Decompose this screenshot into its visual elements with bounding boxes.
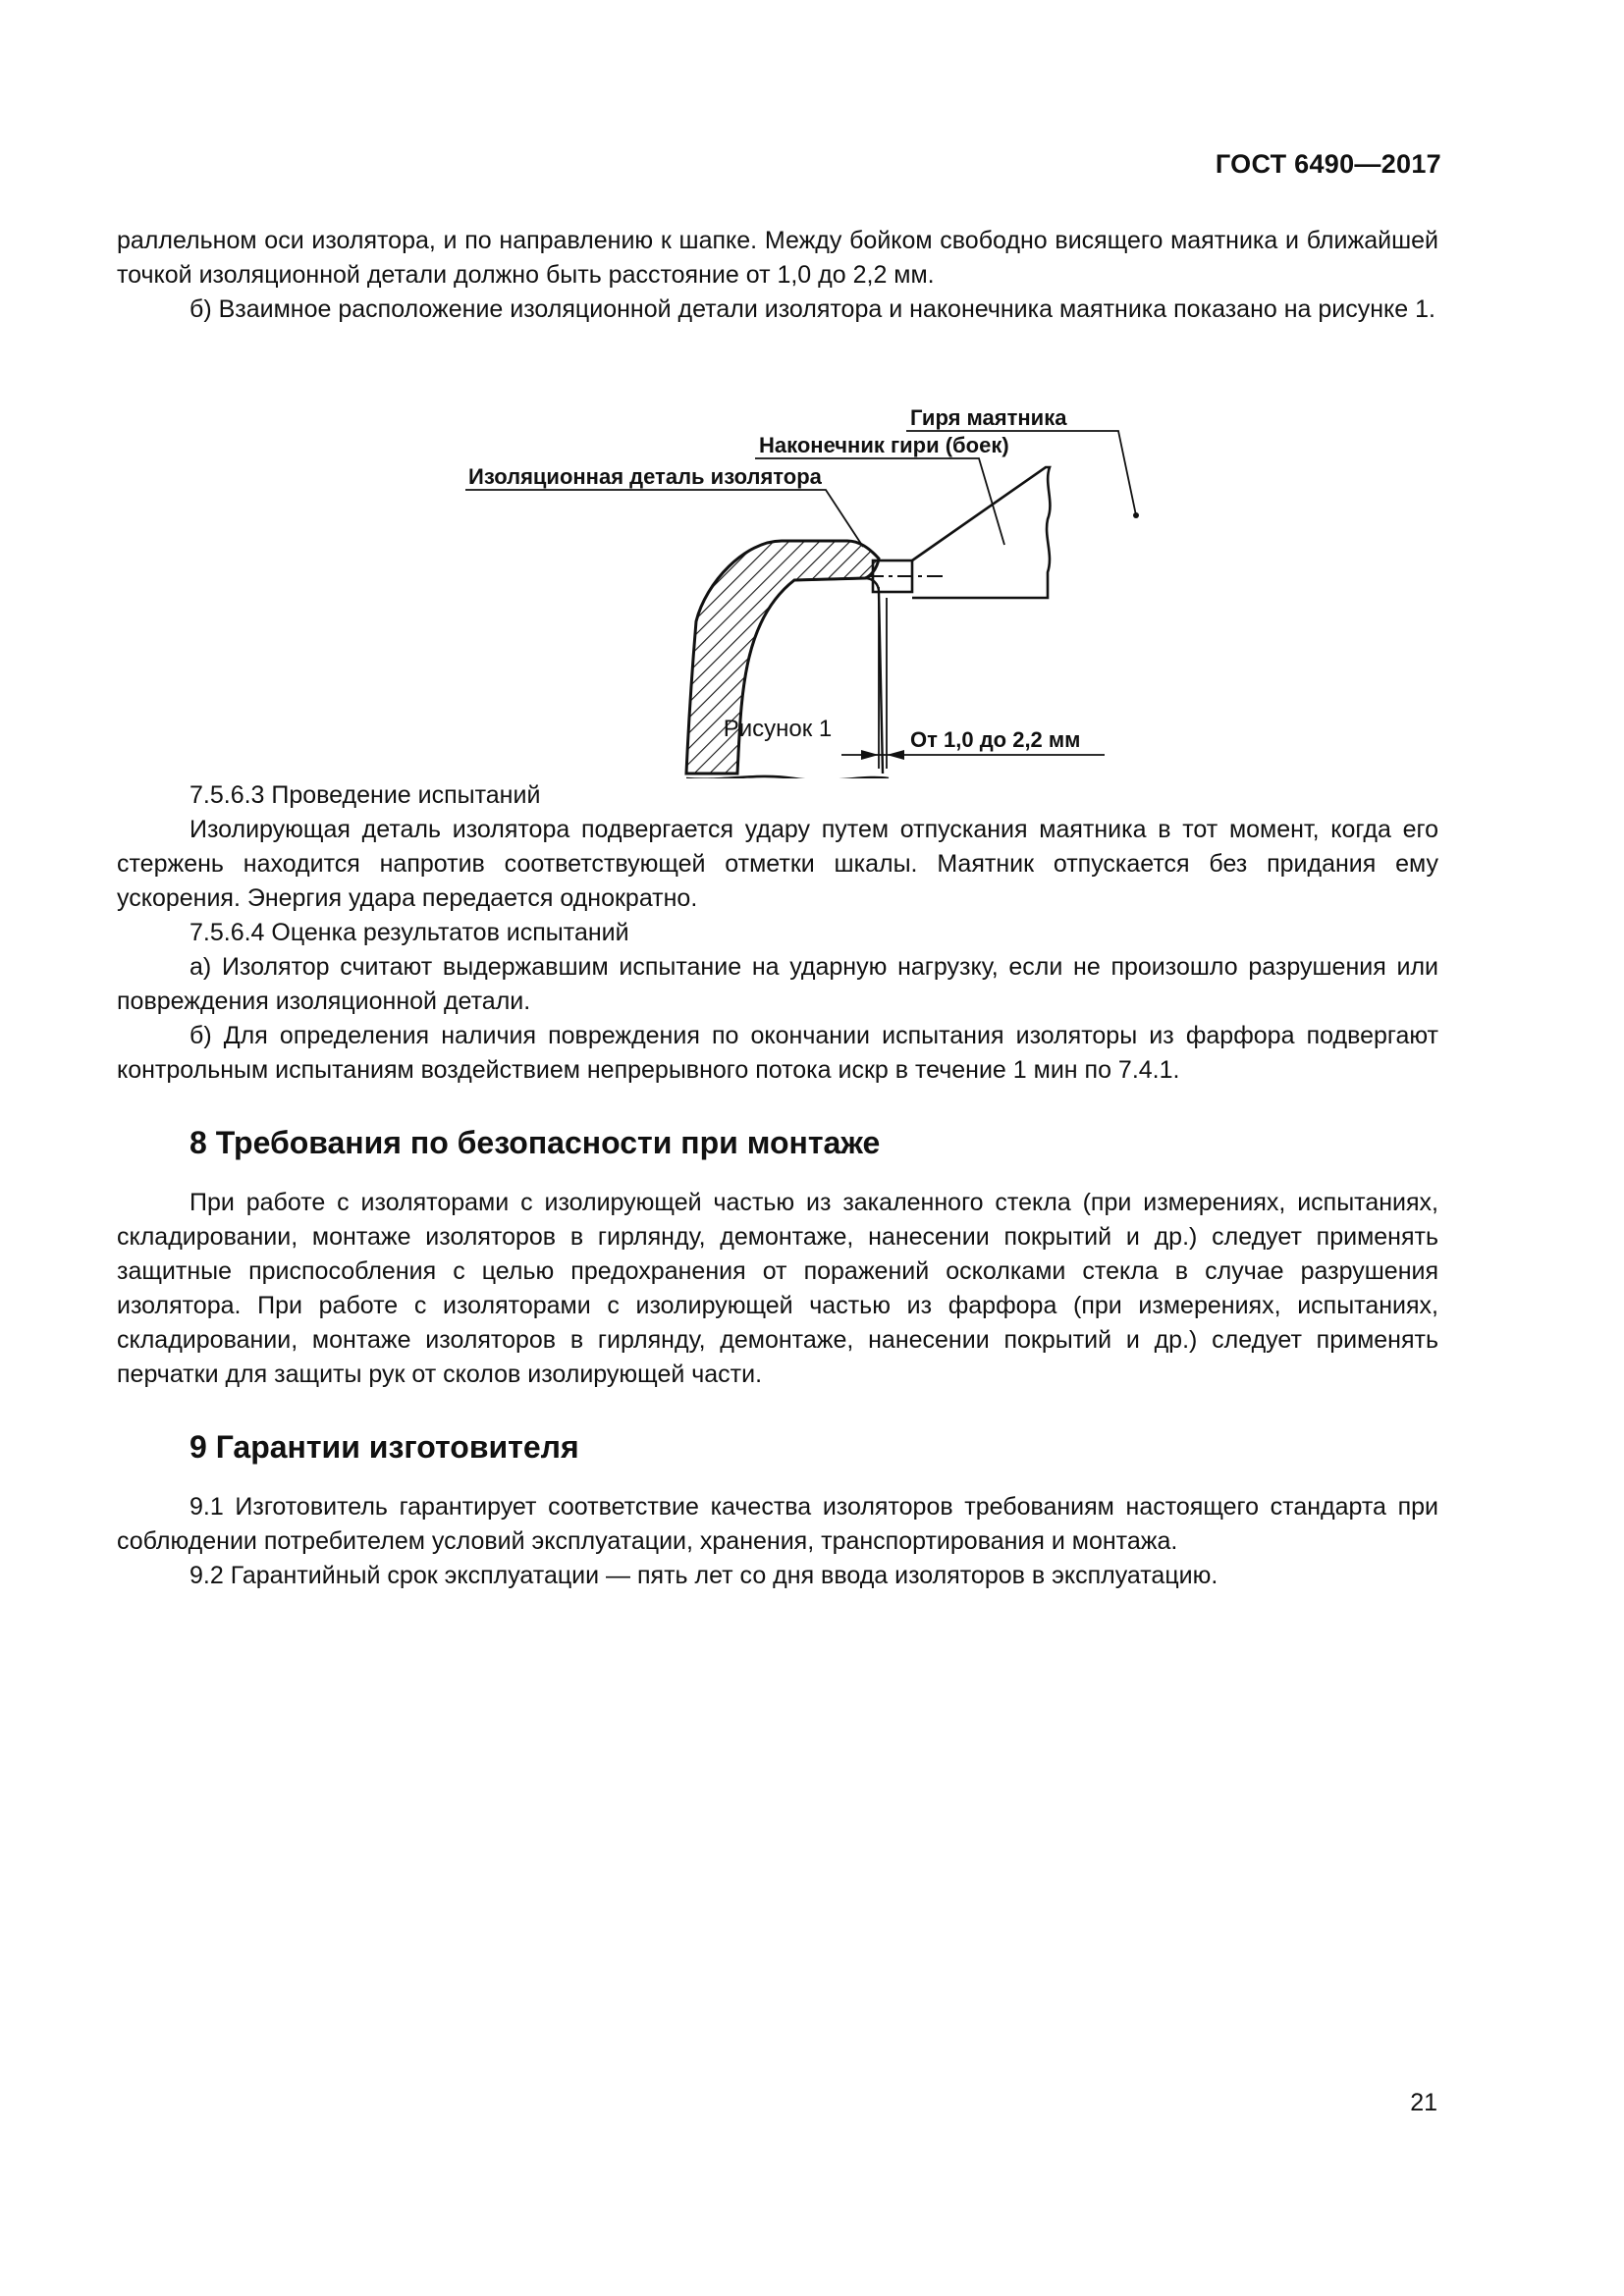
- leader-insulator: [465, 490, 863, 547]
- paragraph: При работе с изоляторами с изолирующей частью из закаленного стекла (при измерениях, испытаниях, складировании, монтаже изоляторов в гирлянду, демонтаже, нанесении покрытий и др.) следует применять защитные приспособления с целью предохранения от поражений осколками стекла в случае разрушения изолятора. При работе с изоляторами с изолирующей частью из фарфора (при измерениях, испытаниях, складировании, монтаже изоляторов в гирлянду, демонтаже, нанесении покрытий и др.) следует применять перчатки для защиты рук от сколов изолирующей части.: [117, 1189, 1438, 1388]
- subsection-heading: 7.5.6.3 Проведение испытаний: [189, 781, 541, 809]
- break-line-bottom: [686, 776, 889, 778]
- section-9-heading: 9 Гарантии изготовителя: [189, 1429, 579, 1465]
- label-insulator: Изоляционная деталь изолятора: [468, 464, 822, 489]
- paragraph: б) Взаимное расположение изоляционной детали изолятора и наконечника маятника показано на рисунке 1.: [189, 295, 1435, 323]
- page-content: [117, 224, 1438, 1593]
- dimension-arrow: [887, 750, 904, 760]
- paragraph: раллельном оси изолятора, и по направлению к шапке. Между бойком свободно висящего маятника и ближайшей точкой изоляционной детали должно быть расстояние от 1,0 до 2,2 мм.: [117, 227, 1438, 289]
- page-number: 21: [1410, 2089, 1437, 2116]
- pendulum-diagram: [117, 327, 1438, 778]
- paragraph: а) Изолятор считают выдержавшим испытание на ударную нагрузку, если не произошло разрушения или повреждения изоляционной детали.: [117, 953, 1438, 1015]
- pendulum-weight: [912, 467, 1050, 598]
- figure-caption: Рисунок 1: [723, 716, 833, 742]
- subsection-heading: 7.5.6.4 Оценка результатов испытаний: [189, 919, 629, 946]
- paragraph: 9.2 Гарантийный срок эксплуатации — пять лет со дня ввода изоляторов в эксплуатацию.: [189, 1562, 1218, 1589]
- section-8-heading: 8 Требования по безопасности при монтаже: [189, 1125, 881, 1160]
- label-gap: От 1,0 до 2,2 мм: [910, 727, 1081, 752]
- paragraph: Изолирующая деталь изолятора подвергается удару путем отпускания маятника в тот момент, когда его стержень находится напротив соответствующей отметки шкалы. Маятник отпускается без придания ему ускорения. Энергия удара передается однократно.: [117, 816, 1438, 912]
- label-tip: Наконечник гири (боек): [759, 433, 1009, 457]
- dimension-arrow: [861, 750, 879, 760]
- paragraph: 9.1 Изготовитель гарантирует соответствие качества изоляторов требованиям настоящего стандарта при соблюдении потребителем условий эксплуатации, хранения, транспортирования и монтажа.: [117, 1493, 1438, 1555]
- leader-dot: [1133, 512, 1139, 518]
- label-weight: Гиря маятника: [910, 405, 1067, 430]
- document-header: ГОСТ 6490—2017: [1215, 149, 1441, 179]
- paragraph: б) Для определения наличия повреждения по окончании испытания изоляторы из фарфора подвергают контрольным испытаниям воздействием непрерывного потока искр в течение 1 мин по 7.4.1.: [117, 1022, 1438, 1084]
- figure-1: [117, 327, 1438, 778]
